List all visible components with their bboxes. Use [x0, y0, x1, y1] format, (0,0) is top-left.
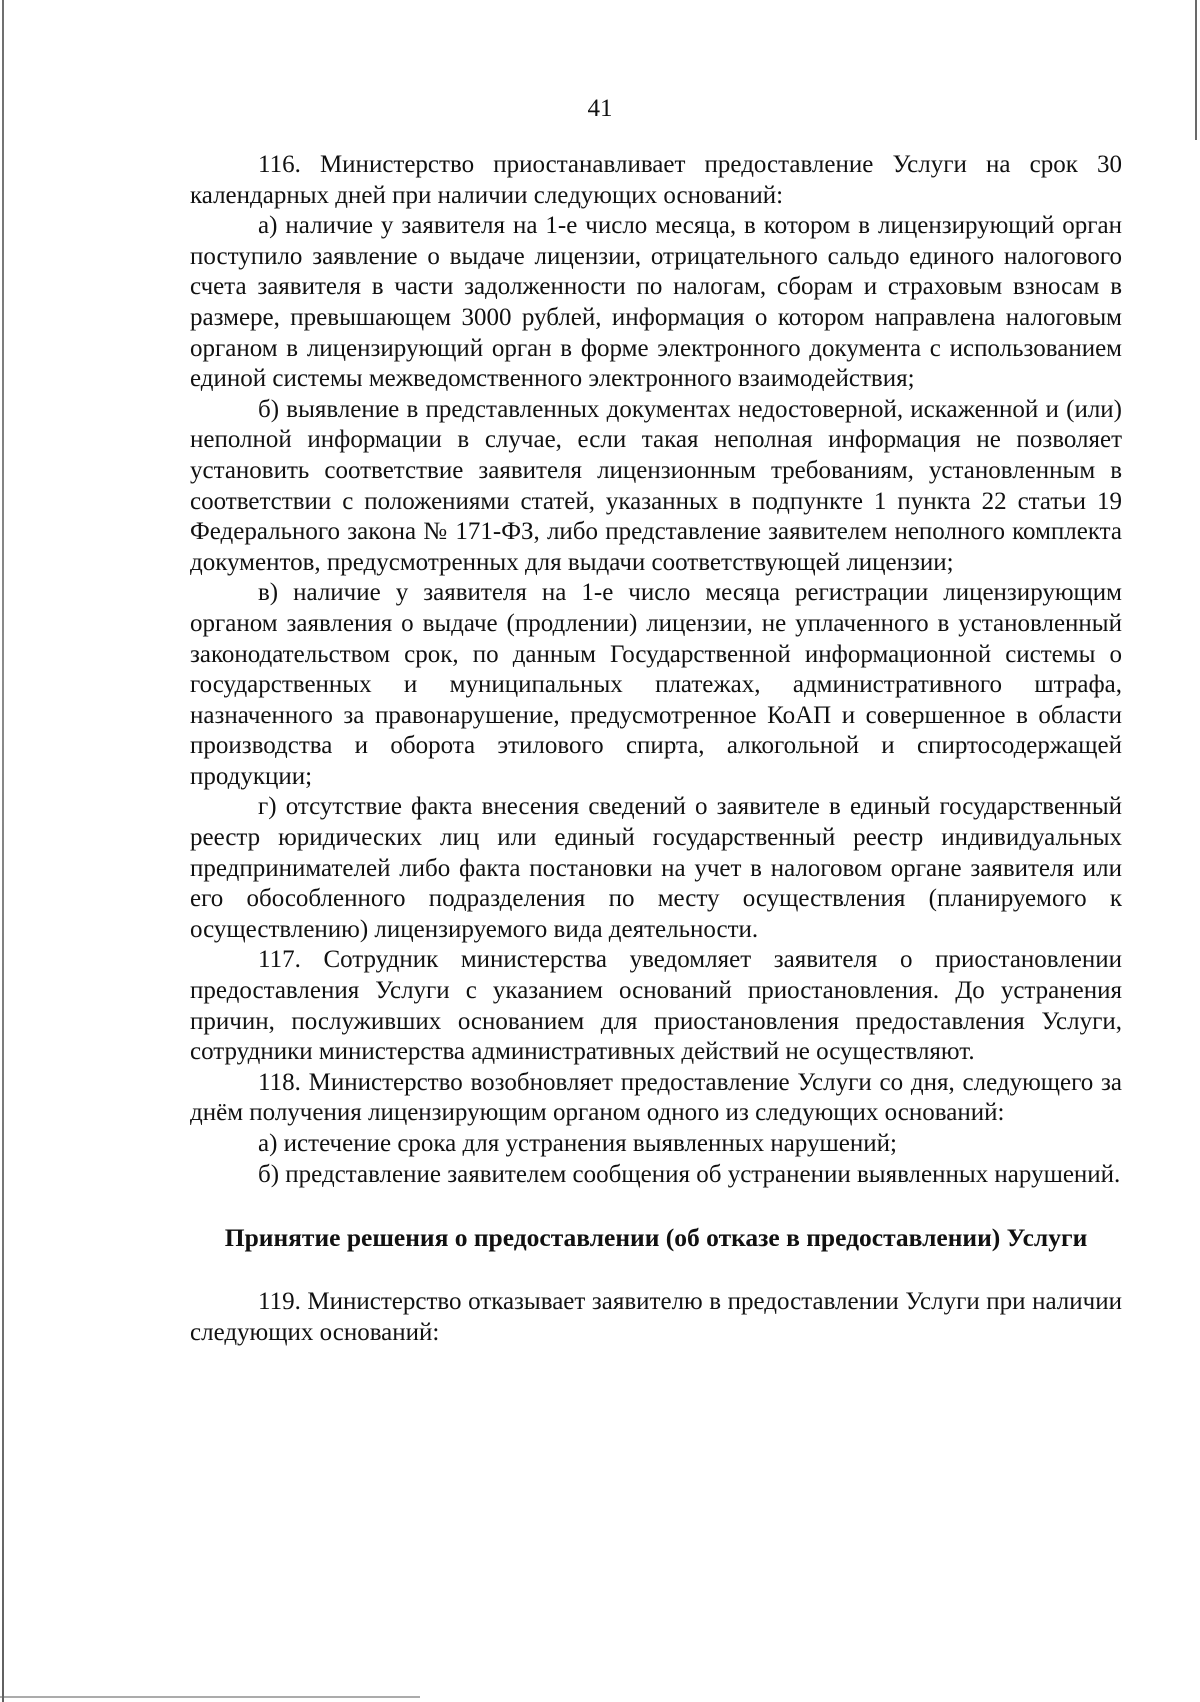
section-heading: Принятие решения о предоставлении (об отказе в предоставлении) Услуги — [224, 1223, 1088, 1253]
paragraph-118: 118. Министерство возобновляет предоставление Услуги со дня, следующего за днём получения лицензирующим органом одного из следующих оснований: — [190, 1068, 1122, 1127]
paragraph-116-v: в) наличие у заявителя на 1-е число месяца регистрации лицензирующим органом заявления о выдаче (продлении) лицензии, не уплаченного в установленный законодательством срок, по данным Государственной информационной системы о государственных и муниципальных платежах, административного штрафа, назначенного за правонарушение, предусмотренное КоАП и совершенное в области производства и оборота этилового спирта, алкогольной и спиртосодержащей продукции; — [190, 579, 1122, 790]
paragraph-116-a: а) наличие у заявителя на 1-е число месяца, в котором в лицензирующий орган поступило заявление о выдаче лицензии, отрицательного сальдо единого налогового счета заявителя в части задолженности по налогам, сборам и страховым взносам в размере, превышающем 3000 рублей, информация о котором направлена налоговым органом в лицензирующий орган в форме электронного документа с использованием единой системы межведомственного электронного взаимодействия; — [190, 212, 1122, 393]
paragraph-116: 116. Министерство приостанавливает предоставление Услуги на срок 30 календарных дней при наличии следующих оснований: — [190, 151, 1122, 209]
scan-edge-bottom — [0, 1696, 420, 1698]
paragraph-116-g: г) отсутствие факта внесения сведений о заявителе в единый государственный реестр юридических лиц или единый государственный реестр индивидуальных предпринимателей либо факта постановки на учет в налоговом органе заявителя или его обособленного подразделения по месту осуществления (планируемого к осуществлению) лицензируемого вида деятельности. — [190, 793, 1122, 943]
paragraph-118-b: б) представление заявителем сообщения об устранении выявленных нарушений. — [258, 1160, 1121, 1188]
page-number: 41 — [587, 95, 613, 122]
paragraph-118-a: а) истечение срока для устранения выявленных нарушений; — [258, 1130, 897, 1157]
scan-edge-left — [2, 0, 4, 1702]
document-body — [190, 150, 1122, 1348]
paragraph-117: 117. Сотрудник министерства уведомляет заявителя о приостановлении предоставления Услуги с указанием оснований приостановления. До устранения причин, послуживших основанием для приостановления предоставления Услуги, сотрудники министерства административных действий не осуществляют. — [190, 946, 1122, 1066]
paragraph-116-b: б) выявление в представленных документах недостоверной, искаженной и (или) неполной информации в случае, если такая неполная информация не позволяет установить соответствие заявителя лицензионным требованиям, установленным в соответствии с положениями статей, указанных в подпункте 1 пункта 22 статьи 19 Федерального закона № 171-ФЗ, либо представление заявителем неполного комплекта документов, предусмотренных для выдачи соответствующей лицензии; — [190, 395, 1122, 576]
paragraph-119: 119. Министерство отказывает заявителю в предоставлении Услуги при наличии следующих оснований: — [190, 1288, 1122, 1346]
